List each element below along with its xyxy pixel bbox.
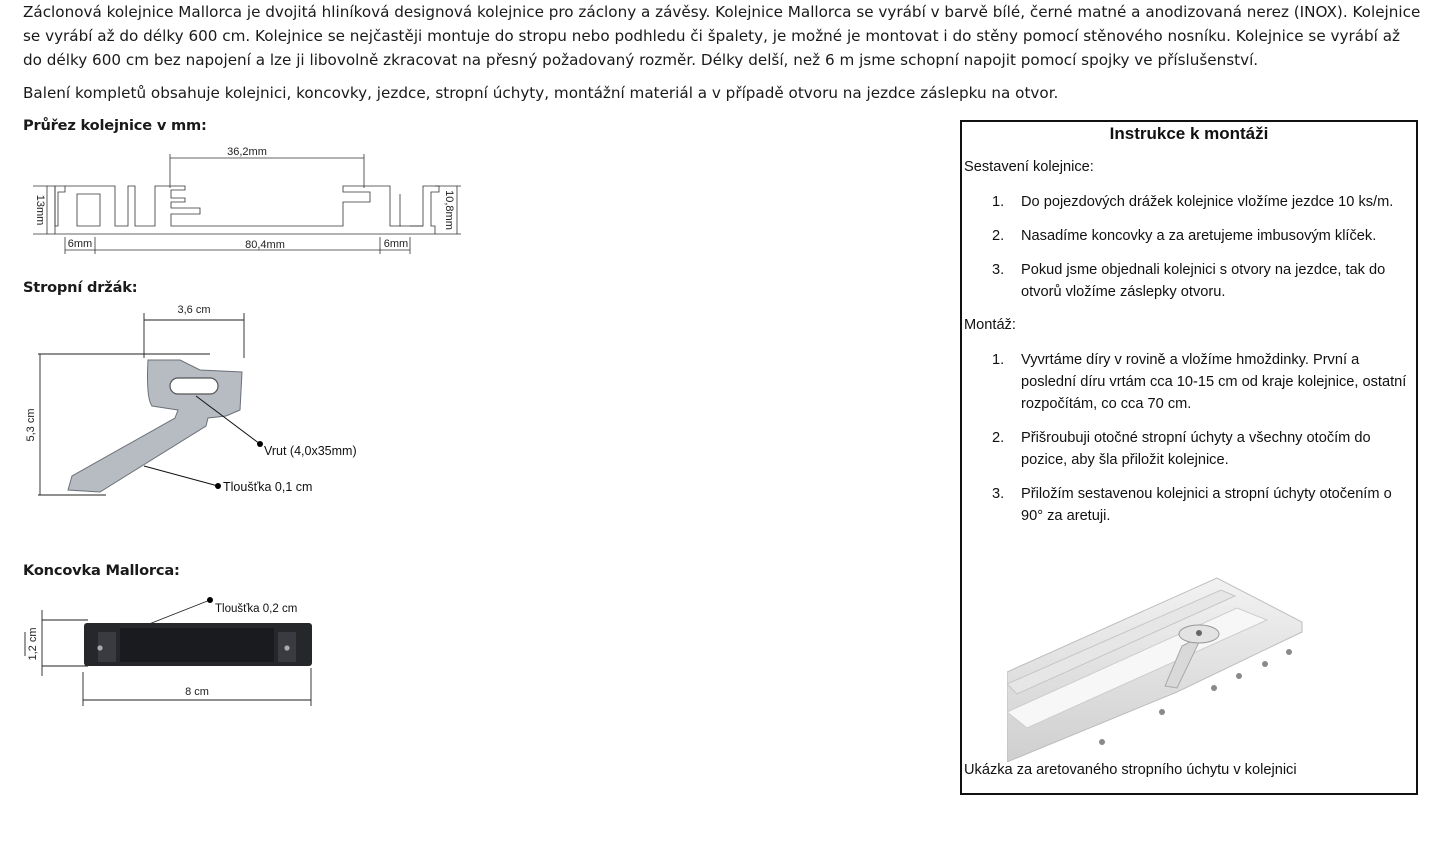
dim-bottom-right: 6mm [383, 238, 409, 250]
endcap-length: 8 cm [185, 686, 209, 698]
step-text: Přiložím sestavenou kolejnici a stropní úchyty otočením o 90° za aretuji. [1021, 486, 1392, 524]
dim-bottom-mid: 80,4mm [245, 239, 285, 251]
dim-left: 13mm [34, 194, 46, 226]
step-number: 2. [992, 228, 1005, 244]
mounting-step [992, 483, 1412, 527]
bracket-heading: Stropní držák: [23, 279, 138, 296]
illustration-caption: Ukázka za aretovaného stropního úchytu v kolejnici [964, 762, 1297, 778]
endcap-thickness-label: Tloušťka 0,2 cm [215, 603, 298, 615]
step-number: 1. [992, 194, 1005, 210]
bracket-height: 5,3 cm [25, 408, 37, 442]
bracket-diagram [20, 298, 380, 503]
bracket-thickness-label: Tloušťka 0,1 cm [223, 480, 313, 494]
cross-section-diagram [25, 142, 470, 262]
assembly-heading: Sestavení kolejnice: [964, 159, 1094, 175]
instructions-title: Instrukce k montáži [1109, 124, 1269, 143]
step-number: 2. [992, 430, 1005, 446]
bracket-width: 3,6 cm [177, 304, 211, 316]
rail-mount-illustration [1007, 572, 1307, 762]
step-number: 3. [992, 262, 1005, 278]
step-number: 3. [992, 486, 1005, 502]
endcap-heading: Koncovka Mallorca: [23, 562, 180, 579]
dim-right: 10,8mm [443, 190, 455, 230]
package-paragraph: Balení kompletů obsahuje kolejnici, koncovky, jezdce, stropní úchyty, montážní materiál a v případě otvoru na jezdce záslepku na otvor. [23, 84, 1059, 102]
mounting-step [992, 427, 1412, 471]
intro-paragraph: Záclonová kolejnice Mallorca je dvojitá hliníková designová kolejnice pro záclony a závěsy. Kolejnice Mallorca se vyrábí v barvě bílé, černé matné a anodizovaná nerez (INOX). Kolejnice se vyrábí až do délky 600 cm. Kolejnice se nejčastěji montuje do stropu nebo podhledu či špalety, je možné je montovat i do stěny pomocí stěnového nosníku. Kolejnice se vyrábí až do délky 600 cm bez napojení a lze ji libovolně zkracovat na přesný požadovaný rozměr. Délky delší, než 6 m jsme schopní napojit pomocí spojky ve příslušenství. [23, 3, 1421, 69]
endcap-height: 1,2 cm [27, 627, 39, 661]
assembly-step [992, 225, 1412, 247]
step-number: 1. [992, 352, 1005, 368]
assembly-step [992, 259, 1412, 303]
step-text: Nasadíme koncovky a za aretujeme imbusovým klíček. [1021, 228, 1377, 244]
dim-top: 36,2mm [227, 146, 267, 158]
step-text: Vyvrtáme díry v rovině a vložíme hmoždinky. První a poslední díru vrtám cca 10-15 cm od kraje kolejnice, ostatní rozpočítám, co cca 70 cm. [1021, 352, 1407, 412]
mounting-step [992, 349, 1412, 415]
dim-bottom-left: 6mm [67, 238, 93, 250]
assembly-step [992, 191, 1412, 213]
endcap-diagram [20, 592, 330, 712]
cross-section-heading: Průřez kolejnice v mm: [23, 117, 207, 134]
mounting-heading: Montáž: [964, 317, 1016, 333]
step-text: Přišroubuji otočné stropní úchyty a všechny otočím do pozice, aby šla přiložit kolejnice. [1021, 430, 1371, 468]
instructions-box [960, 120, 1418, 795]
screw-label: Vrut (4,0x35mm) [264, 444, 357, 458]
step-text: Pokud jsme objednali kolejnici s otvory na jezdce, tak do otvorů vložíme záslepky otvoru. [1021, 262, 1386, 300]
step-text: Do pojezdových drážek kolejnice vložíme jezdce 10 ks/m. [1021, 194, 1394, 210]
